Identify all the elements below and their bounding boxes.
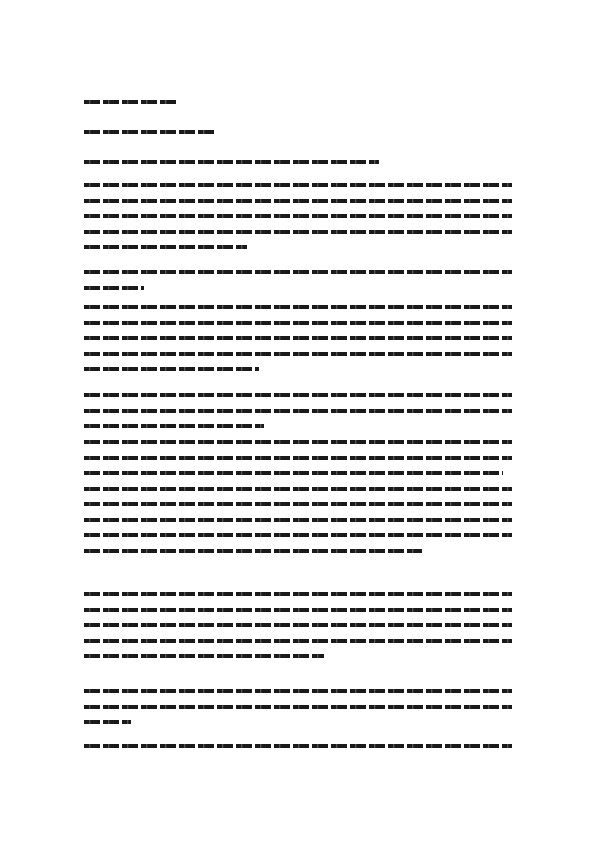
- text-line: [84, 160, 379, 164]
- text-line: [84, 183, 512, 187]
- text-line: [84, 270, 512, 274]
- text-line: [84, 639, 512, 643]
- text-line: [84, 230, 512, 234]
- text-line: [84, 720, 131, 724]
- text-line: [84, 592, 512, 596]
- text-line: [84, 393, 512, 397]
- text-line: [84, 336, 512, 340]
- text-line: [84, 245, 247, 249]
- text-line: [84, 214, 512, 218]
- text-line: [84, 654, 324, 658]
- text-line: [84, 549, 422, 553]
- text-line: [84, 623, 512, 627]
- text-line: [84, 424, 264, 428]
- text-line: [84, 471, 503, 475]
- text-line: [84, 440, 512, 444]
- text-line: [84, 456, 512, 460]
- text-line: [84, 286, 144, 290]
- text-line: [84, 305, 512, 309]
- text-line: [84, 608, 512, 612]
- text-line: [84, 705, 512, 709]
- text-line: [84, 744, 512, 748]
- text-line: [84, 502, 512, 506]
- text-line: [84, 409, 512, 413]
- text-line: [84, 518, 512, 522]
- text-line: [84, 533, 512, 537]
- text-line: [84, 352, 512, 356]
- text-line: [84, 367, 259, 371]
- text-line: [84, 689, 512, 693]
- text-line: [84, 199, 512, 203]
- text-line: [84, 130, 217, 134]
- text-line: [84, 321, 512, 325]
- text-line: [84, 487, 512, 491]
- text-line: [84, 100, 178, 104]
